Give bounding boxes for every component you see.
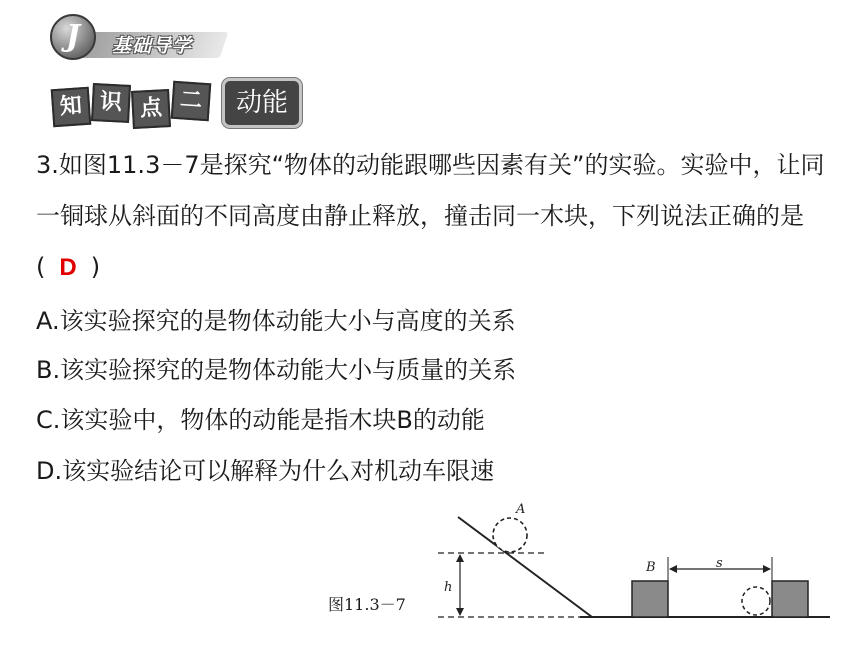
label-a: A xyxy=(516,502,526,517)
option-d: D.该实验结论可以解释为什么对机动车限速 xyxy=(36,457,495,485)
experiment-figure xyxy=(420,495,840,635)
block-b xyxy=(632,581,668,617)
logo-j-icon: J xyxy=(50,14,96,60)
question-text: 3.如图11.3－7是探究“物体的动能跟哪些因素有关”的实验。实验中，让同一铜球从斜面的不同高度由静止释放，撞击同一木块，下列说法正确的是( xyxy=(36,151,825,281)
option-b: B.该实验探究的是物体动能大小与质量的关系 xyxy=(36,356,517,384)
question-close: ) xyxy=(90,253,101,281)
block-b-final xyxy=(772,581,808,617)
topic-label: 动能 xyxy=(222,78,302,128)
option-a: A.该实验探究的是物体动能大小与高度的关系 xyxy=(36,307,516,335)
question-stem xyxy=(36,140,826,293)
knowledge-point-tiles xyxy=(52,82,220,130)
label-h: h xyxy=(444,580,453,595)
section-header xyxy=(44,8,314,133)
option-c: C.该实验中，物体的动能是指木块B的动能 xyxy=(36,406,485,434)
ball-a xyxy=(493,518,527,552)
kp-tile: 识 xyxy=(91,83,131,123)
answer-mark: D xyxy=(59,254,77,281)
header-title: 基础导学 xyxy=(112,35,193,57)
kp-tile: 知 xyxy=(51,87,92,128)
kp-tile: 二 xyxy=(171,81,212,122)
kp-tile: 点 xyxy=(131,89,171,129)
figure-caption: 图11.3－7 xyxy=(328,595,406,614)
label-b: B xyxy=(646,560,656,575)
label-s: s xyxy=(716,556,723,571)
ball-final xyxy=(742,587,770,615)
